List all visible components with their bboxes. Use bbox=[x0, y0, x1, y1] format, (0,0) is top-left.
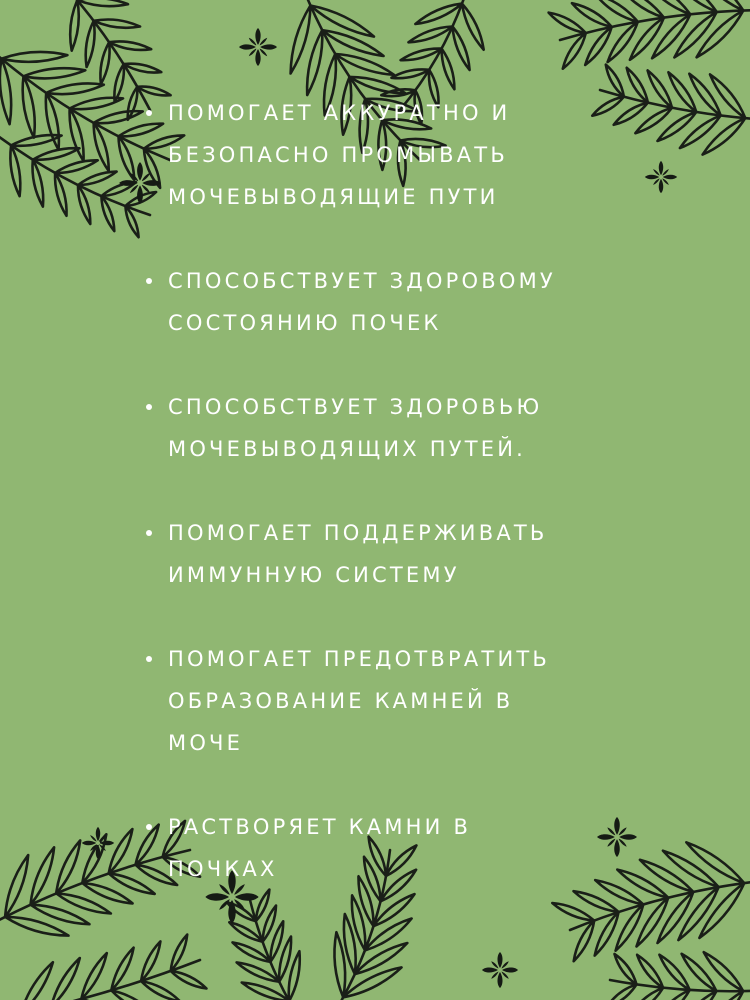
benefit-item bbox=[146, 260, 706, 344]
benefit-item bbox=[146, 512, 706, 596]
four-petal-flower-icon bbox=[82, 827, 114, 859]
bullet-dot bbox=[146, 278, 152, 284]
bullet-dot bbox=[146, 656, 152, 662]
benefit-text-line: МОЧЕВЫВОДЯЩИЕ ПУТИ bbox=[168, 185, 499, 209]
benefit-text-line: ПОМОГАЕТ АККУРАТНО И bbox=[168, 101, 511, 125]
bullet-dot bbox=[146, 404, 152, 410]
benefit-text-line: МОЧЕ bbox=[168, 731, 244, 755]
benefit-item bbox=[146, 92, 706, 218]
four-petal-flower-icon bbox=[482, 952, 518, 988]
benefit-text-line: МОЧЕВЫВОДЯЩИХ ПУТЕЙ. bbox=[168, 437, 526, 461]
benefit-text-line: РАСТВОРЯЕТ КАМНИ В bbox=[168, 815, 472, 839]
benefit-text-line: ИММУННУЮ СИСТЕМУ bbox=[168, 563, 460, 587]
benefit-text-line: ПОЧКАХ bbox=[168, 857, 278, 881]
bullet-dot bbox=[146, 530, 152, 536]
benefit-text-line: БЕЗОПАСНО ПРОМЫВАТЬ bbox=[168, 143, 508, 167]
benefit-text-line: ОБРАЗОВАНИЕ КАМНЕЙ В bbox=[168, 689, 514, 713]
palm-leaf-icon bbox=[0, 935, 207, 1000]
benefit-text-line: СПОСОБСТВУЕТ ЗДОРОВЬЮ bbox=[168, 395, 543, 419]
benefit-text-line: ПОМОГАЕТ ПОДДЕРЖИВАТЬ bbox=[168, 521, 548, 545]
benefit-item bbox=[146, 806, 706, 890]
bullet-dot bbox=[146, 824, 152, 830]
benefit-item bbox=[146, 386, 706, 470]
benefits-list bbox=[146, 92, 706, 932]
benefit-text-line: СПОСОБСТВУЕТ ЗДОРОВОМУ bbox=[168, 269, 556, 293]
four-petal-flower-icon bbox=[239, 28, 277, 66]
palm-leaf-icon bbox=[549, 0, 750, 69]
bullet-dot bbox=[146, 110, 152, 116]
benefit-text-line: ПОМОГАЕТ ПРЕДОТВРАТИТЬ bbox=[168, 647, 551, 671]
palm-leaf-icon bbox=[607, 952, 750, 1000]
benefit-item bbox=[146, 638, 706, 764]
benefit-text-line: СОСТОЯНИЮ ПОЧЕК bbox=[168, 311, 442, 335]
